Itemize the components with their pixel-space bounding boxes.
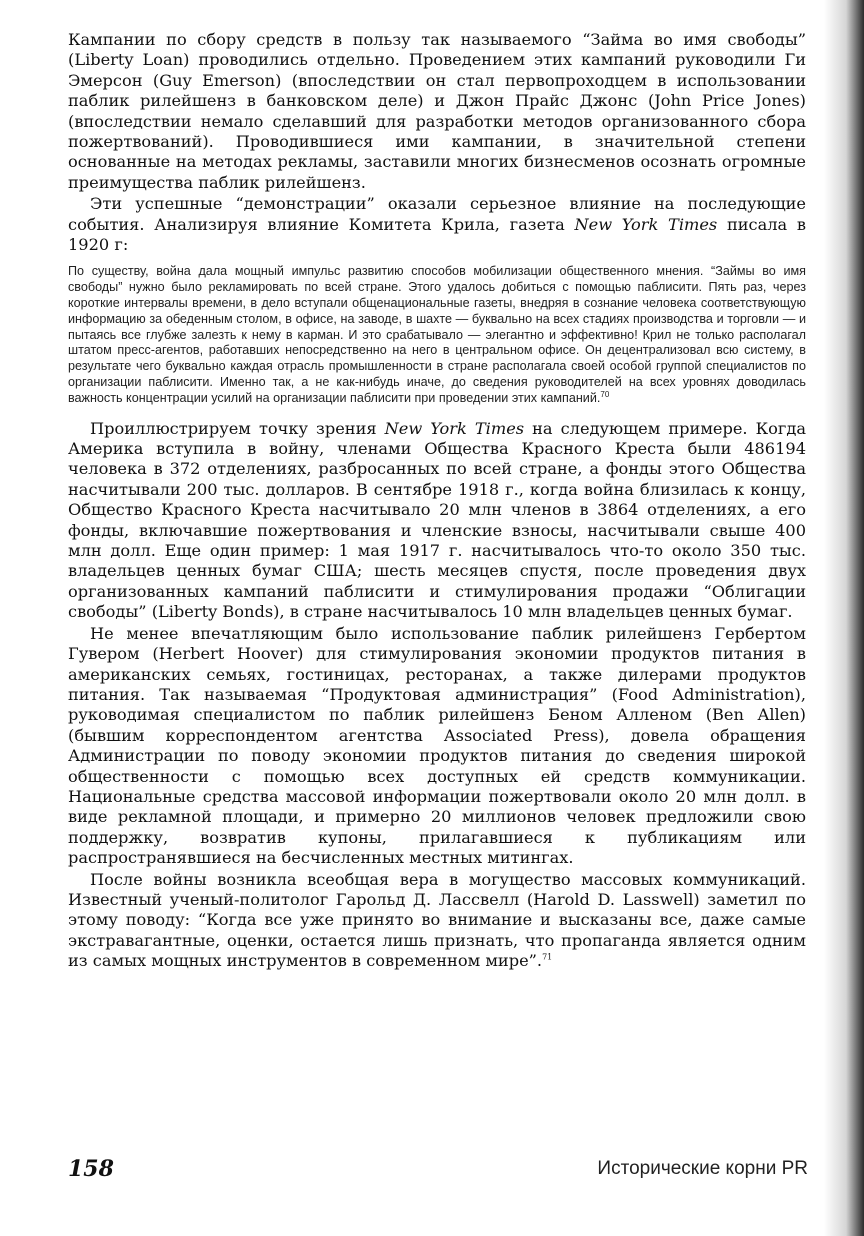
block-quote [68,264,806,406]
text-run: Проиллюстрируем точку зрения [90,418,385,438]
text-run: на следующем примере. Когда Америка вступила в войну, членами Общества Красного Креста были 486194 человека в 372 отделениях, разбросанных по всей стране, а фонды этого Общества насчитывали 200 тыс. долларов. В сентябре 1918 г., когда война близилась к концу, Общество Красного Креста насчитывало 20 млн членов в 3864 отделениях, а его фонды, включавшие пожертвования и членские взносы, насчитывали свыше 400 млн долл. Еще один пример: 1 мая 1917 г. насчитывалось что-то около 350 тыс. владельцев ценных бумаг США; шесть месяцев спустя, после проведения двух организованных кампаний паблисити и стимулирования продажи “Облигации свободы” (Liberty Bonds), в стране насчитывалось 10 млн владельцев ценных бумаг. [68,418,806,622]
newspaper-title: New York Times [384,418,525,438]
text-run: После войны возникла всеобщая вера в могущество массовых коммуникаций. Известный ученый-политолог Гарольд Д. Лассвелл (Harold D. Lasswell) заметил по этому поводу: “Когда все уже принято во внимание и высказаны все, даже самые экстравагантные, оценки, остается лишь признать, что пропаганда является одним из самых мощных инструментов в современном мире”. [68,869,806,971]
text-run: Эти успешные “демонстрации” оказали серьезное влияние на последующие события. Анализируя влияние Комитета Крила, газета [68,194,806,234]
quote-text: По существу, война дала мощный импульс развитию способов мобилизации общественного мнения. “Займы во имя свободы” нужно было рекламировать по всей стране. Этого удалось добиться с помощью паблисити. Пять раз, через короткие интервалы времени, в дело вступали общенациональные газеты, внедряя в сознание человека соответствующую информацию за обеденным столом, в офисе, на заводе, в шахте — буквально на всех стадиях производства и торговли — и пытаясь все глубже залезть к нему в карман. И это срабатывало — элегантно и эффективно! Крил не только располагал штатом пресс-агентов, работавших непосредственно на него в центральном офисе. Он децентрализовал всю систему, в результате чего буквально каждая отрасль промышленности в стране располагала своей особой группой специалистов по организации паблисити. Именно так, а не как-нибудь иначе, до сведения руководителей на всех уровнях доводилась важность концентрации усилий на организации паблисити при проведении этих кампаний. [68,264,806,405]
footnote-ref: 70 [600,389,610,399]
text-run: писала в 1920 г: [68,214,806,255]
running-head: Исторические корни PR [597,1158,808,1179]
main-text [68,30,806,972]
paragraph: Не менее впечатляющим было использование паблик рилейшенз Гербертом Гувером (Herbert Hoover) для стимулирования экономии продуктов питания в американских семьях, гостиницах, ресторанах, а также дилерами продуктов питания. Так называемая “Продуктовая администрация” (Food Administration), руководимая специалистом по паблик рилейшенз Беном Алленом (Ben Allen) (бывшим корреспондентом агентства Associated Press), довела обращения Администрации по поводу экономии продуктов питания до сведения широкой общественности с помощью всех доступных ей средств коммуникации. Национальные средства массовой информации пожертвовали около 20 млн долл. в виде рекламной площади, и примерно 20 миллионов человек предложили свою поддержку, возвратив купоны, прилагавшиеся к публикациям или распространявшиеся на бесчисленных местных митингах. [68,623,806,868]
footnote-ref: 71 [542,952,553,962]
page-number: 158 [68,1156,114,1182]
paragraph [68,194,806,255]
paragraph [68,419,806,623]
paragraph: Кампании по сбору средств в пользу так называемого “Займа во имя свободы” (Liberty Loan) проводились отдельно. Проведением этих кампаний руководили Ги Эмерсон (Guy Emerson) (впоследствии он стал первопроходцем в использовании паблик рилейшенз в банковском деле) и Джон Прайс Джонс (John Price Jones) (впоследствии немало сделавший для разработки методов организованного сбора пожертвований). Проводившиеся ими кампании, в значительной степени основанные на методах рекламы, заставили многих бизнесменов осознать огромные преимущества паблик рилейшенз. [68,30,806,192]
paragraph [68,870,806,972]
page-footer [68,1156,808,1184]
page-edge-shadow [824,0,864,1236]
newspaper-title: New York Times [574,214,718,234]
